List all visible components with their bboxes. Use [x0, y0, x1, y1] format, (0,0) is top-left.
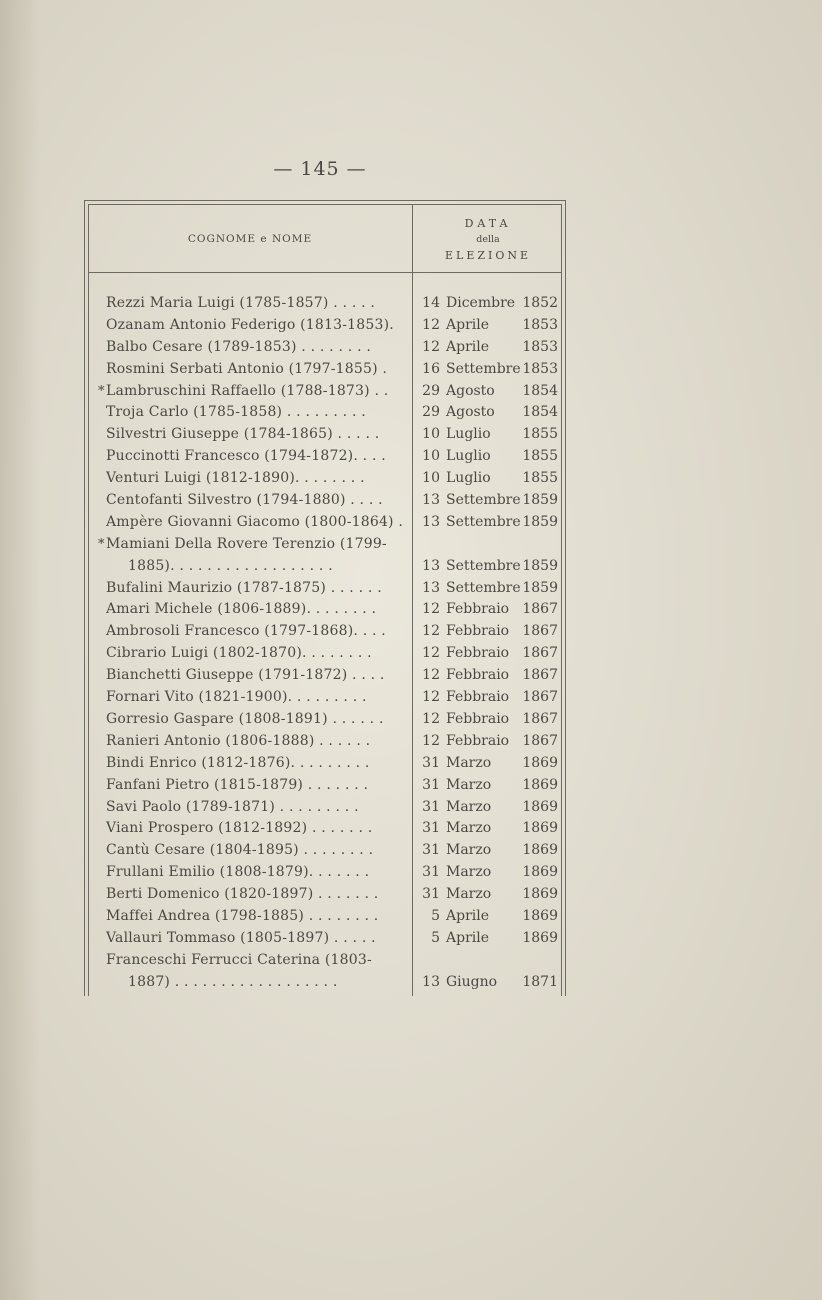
member-name	[106, 621, 404, 643]
member-name	[106, 818, 404, 840]
election-month: Luglio	[446, 426, 491, 443]
election-year: 1871	[522, 973, 558, 990]
leader-dots: . . . . .	[328, 295, 376, 311]
member-name	[106, 578, 404, 600]
member-name	[106, 753, 404, 775]
leader-dots: . . . . . .	[327, 710, 384, 727]
election-day: 10	[422, 470, 440, 487]
table-body	[84, 293, 566, 994]
election-month: Agosto	[446, 404, 495, 421]
election-month: Settembre	[446, 360, 521, 377]
header-name-column: COGNOME e NOME	[187, 233, 313, 245]
election-day: 31	[422, 886, 440, 903]
member-name-text: Balbo Cesare (1789-1853)	[106, 338, 297, 355]
table-row	[84, 599, 566, 621]
leader-dots: . . . . . . . .	[302, 645, 372, 662]
leader-dots: . . . . . . .	[313, 886, 379, 903]
member-name-text: Savi Paolo (1789-1871)	[106, 798, 276, 815]
table-row	[84, 381, 566, 403]
member-name	[106, 402, 404, 424]
member-name-text: Cibrario Luigi (1802-1870)	[106, 645, 303, 662]
election-month: Marzo	[446, 864, 492, 881]
table-top-border	[84, 200, 566, 201]
election-year: 1869	[522, 886, 558, 903]
header-date-line1: DATA	[464, 217, 512, 230]
election-day: 12	[422, 710, 440, 727]
leader-dots: . . . . . . . . .	[282, 404, 366, 421]
election-day: 10	[422, 426, 440, 443]
election-month: Febbraio	[446, 689, 510, 706]
member-name-text: Ampère Giovanni Giacomo (1800-1864)	[106, 513, 394, 530]
leader-dots: . . . . . . . . . . . . . . . . . .	[170, 557, 333, 574]
election-day: 31	[422, 754, 440, 771]
table-top-border-inner	[88, 204, 562, 205]
leader-dots: .	[393, 513, 404, 530]
election-month: Febbraio	[446, 710, 510, 727]
election-day: 31	[422, 820, 440, 837]
table-row	[84, 424, 566, 446]
election-day: 12	[422, 689, 440, 706]
leader-dots: . . . . . .	[314, 732, 371, 749]
election-year: 1867	[522, 667, 558, 684]
table-row	[84, 402, 566, 424]
member-name-text: Cantù Cesare (1804-1895)	[106, 842, 299, 859]
election-day: 13	[422, 513, 440, 530]
table-row	[84, 840, 566, 862]
leader-dots: .	[377, 360, 388, 377]
member-name	[106, 512, 404, 534]
member-name-text: Silvestri Giuseppe (1784-1865)	[106, 426, 333, 443]
header-date-line3: ELEZIONE	[444, 249, 532, 262]
table-row	[84, 818, 566, 840]
election-day: 29	[422, 404, 440, 421]
election-month: Aprile	[446, 907, 490, 924]
election-day: 31	[422, 798, 440, 815]
member-name	[106, 928, 404, 950]
election-year: 1855	[522, 426, 558, 443]
election-year: 1855	[522, 448, 558, 465]
election-year: 1867	[522, 601, 558, 618]
election-month: Febbraio	[446, 645, 510, 662]
election-month: Settembre	[446, 513, 521, 530]
member-name-text: Maffei Andrea (1798-1885)	[106, 907, 305, 924]
member-name-text: Rosmini Serbati Antonio (1797-1855)	[106, 360, 378, 377]
election-year: 1867	[522, 732, 558, 749]
leader-dots: . . . . . . . . .	[275, 798, 359, 815]
member-name	[106, 490, 404, 512]
member-name	[106, 293, 404, 315]
election-year: 1867	[522, 645, 558, 662]
leader-dots: . . . . . . . .	[294, 470, 365, 487]
member-name-text: Berti Domenico (1820-1897)	[106, 886, 314, 903]
table-row	[84, 884, 566, 906]
table-row	[84, 468, 566, 490]
member-name-text: Bianchetti Giuseppe (1791-1872)	[106, 667, 348, 684]
election-day: 13	[422, 973, 440, 990]
table-row	[84, 578, 566, 600]
election-month: Aprile	[446, 338, 490, 355]
table-row	[84, 315, 566, 337]
election-month: Marzo	[446, 842, 492, 859]
election-month: Marzo	[446, 820, 492, 837]
election-day: 31	[422, 842, 440, 859]
member-name	[106, 840, 404, 862]
election-day: 13	[422, 492, 440, 509]
election-day: 5	[431, 929, 440, 946]
table-row	[84, 928, 566, 950]
leader-dots: . . . . . . . .	[298, 842, 374, 859]
election-year: 1859	[522, 492, 558, 509]
election-month: Febbraio	[446, 601, 510, 618]
member-name-text: Viani Prospero (1812-1892)	[106, 820, 308, 837]
member-name	[106, 709, 404, 731]
table-row	[84, 709, 566, 731]
election-year: 1859	[522, 557, 558, 574]
table-row	[84, 621, 566, 643]
table-row	[84, 534, 566, 578]
leader-dots: . . . . . . . .	[296, 338, 372, 355]
member-name	[106, 884, 404, 906]
election-year: 1869	[522, 842, 558, 859]
election-month: Settembre	[446, 492, 521, 509]
election-month: Marzo	[446, 886, 492, 903]
header-date-column	[414, 216, 562, 264]
member-name	[106, 359, 404, 381]
election-year: 1867	[522, 710, 558, 727]
election-year: 1852	[522, 295, 558, 311]
member-name	[106, 468, 404, 490]
member-name-continuation-text: 1885)	[128, 557, 171, 574]
member-name-text: Frullani Emilio (1808-1879)	[106, 864, 309, 881]
member-name	[106, 534, 404, 578]
election-table	[84, 200, 566, 996]
leader-dots: . . . . . . . .	[304, 907, 379, 924]
member-name-continuation	[106, 556, 404, 578]
leader-dots: . . . . . .	[326, 579, 382, 596]
page-edge-shadow	[0, 0, 40, 1300]
election-month: Settembre	[446, 557, 521, 574]
member-name	[106, 337, 404, 359]
header-rule	[88, 272, 562, 273]
election-year: 1853	[522, 360, 558, 377]
election-day: 5	[431, 907, 440, 924]
election-year: 1869	[522, 776, 558, 793]
election-day: 13	[422, 557, 440, 574]
leader-dots: . . . . . . . . .	[287, 689, 367, 706]
election-day: 12	[422, 338, 440, 355]
election-month: Febbraio	[446, 732, 510, 749]
election-day: 16	[422, 360, 440, 377]
member-name	[106, 731, 404, 753]
election-month: Febbraio	[446, 623, 510, 640]
leader-dots: . . . . . . .	[303, 776, 369, 793]
leader-dots: . . . . . . . .	[306, 601, 377, 618]
election-year: 1869	[522, 907, 558, 924]
election-day: 12	[422, 732, 440, 749]
table-row	[84, 687, 566, 709]
member-name	[106, 862, 404, 884]
leader-dots: . . . . .	[329, 929, 376, 946]
table-row	[84, 862, 566, 884]
member-name	[106, 315, 404, 337]
member-name	[106, 446, 404, 468]
election-month: Aprile	[446, 929, 490, 946]
table-row	[84, 359, 566, 381]
table-row	[84, 906, 566, 928]
page-number: — 145 —	[273, 158, 367, 180]
member-name-text: Gorresio Gaspare (1808-1891)	[106, 710, 328, 727]
leader-dots: . .	[369, 382, 389, 399]
table-row	[84, 753, 566, 775]
member-name-text: Fornari Vito (1821-1900)	[106, 689, 288, 706]
member-name	[106, 424, 404, 446]
election-day: 13	[422, 579, 440, 596]
election-year: 1869	[522, 864, 558, 881]
election-year: 1854	[522, 404, 558, 421]
leader-dots: . . . . . . .	[308, 864, 370, 881]
member-name	[106, 775, 404, 797]
election-year: 1854	[522, 382, 558, 399]
election-month: Marzo	[446, 798, 492, 815]
leader-dots: . . . .	[353, 623, 386, 640]
election-month: Giugno	[446, 973, 498, 990]
election-month: Luglio	[446, 448, 491, 465]
election-month: Settembre	[446, 579, 521, 596]
asterisk-mark: *	[98, 536, 105, 552]
election-year: 1869	[522, 820, 558, 837]
member-name-text: Ranieri Antonio (1806-1888)	[106, 732, 315, 749]
table-row	[84, 446, 566, 468]
table-row	[84, 775, 566, 797]
member-name-text: Bindi Enrico (1812-1876)	[106, 754, 291, 771]
election-year: 1859	[522, 579, 558, 596]
member-name-text: Venturi Luigi (1812-1890)	[106, 470, 295, 487]
leader-dots: . . . .	[347, 667, 385, 684]
table-row	[84, 797, 566, 819]
member-name-text: Ambrosoli Francesco (1797-1868)	[106, 623, 354, 640]
election-year: 1869	[522, 929, 558, 946]
header-date-line2: della	[476, 234, 500, 245]
table-row	[84, 665, 566, 687]
election-month: Aprile	[446, 316, 490, 333]
election-month: Marzo	[446, 754, 492, 771]
election-year: 1869	[522, 754, 558, 771]
member-name	[106, 665, 404, 687]
table-row	[84, 512, 566, 534]
member-name-text: Lambruschini Raffaello (1788-1873)	[106, 382, 370, 399]
table-row	[84, 337, 566, 359]
member-name-text: Rezzi Maria Luigi (1785-1857)	[106, 295, 329, 311]
member-name-text: Amari Michele (1806-1889)	[106, 601, 307, 618]
election-month: Febbraio	[446, 667, 510, 684]
member-name-continuation-text: 1887)	[128, 973, 171, 990]
election-year: 1867	[522, 623, 558, 640]
leader-dots: . . . . . . . . . . . . . . . . . .	[170, 973, 338, 990]
member-name-text: Puccinotti Francesco (1794-1872)	[106, 448, 354, 465]
member-name	[106, 797, 404, 819]
leader-dots: . . . .	[345, 492, 383, 509]
member-name-text: Mamiani Della Rovere Terenzio (1799-	[106, 535, 387, 552]
table-row	[84, 490, 566, 512]
table-row	[84, 293, 566, 315]
election-day: 12	[422, 623, 440, 640]
member-name	[106, 643, 404, 665]
election-day: 29	[422, 382, 440, 399]
election-day: 14	[422, 295, 440, 311]
member-name	[106, 950, 404, 994]
election-month: Dicembre	[446, 295, 516, 311]
member-name-text: Fanfani Pietro (1815-1879)	[106, 776, 304, 793]
member-name-text: Troja Carlo (1785-1858)	[106, 404, 283, 421]
member-name-text: Centofanti Silvestro (1794-1880)	[106, 492, 346, 509]
election-year: 1853	[522, 316, 558, 333]
table-row	[84, 950, 566, 994]
member-name	[106, 381, 404, 403]
election-year: 1853	[522, 338, 558, 355]
asterisk-mark: *	[98, 383, 105, 399]
leader-dots: . . . .	[353, 448, 386, 465]
table-row	[84, 643, 566, 665]
member-name-continuation	[106, 972, 404, 994]
member-name	[106, 599, 404, 621]
election-day: 31	[422, 776, 440, 793]
election-day: 12	[422, 667, 440, 684]
leader-dots: . . . . . . .	[307, 820, 373, 837]
leader-dots: . . . . .	[332, 426, 380, 443]
election-month: Marzo	[446, 776, 492, 793]
election-day: 12	[422, 645, 440, 662]
election-day: 31	[422, 864, 440, 881]
member-name-text: Ozanam Antonio Federigo (1813-1853).	[106, 316, 394, 333]
member-name	[106, 687, 404, 709]
member-name-text: Franceschi Ferrucci Caterina (1803-	[106, 951, 372, 968]
table-row	[84, 731, 566, 753]
election-year: 1855	[522, 470, 558, 487]
election-month: Agosto	[446, 382, 495, 399]
member-name-text: Bufalini Maurizio (1787-1875)	[106, 579, 327, 596]
election-year: 1869	[522, 798, 558, 815]
election-day: 10	[422, 448, 440, 465]
election-day: 12	[422, 601, 440, 618]
election-day: 12	[422, 316, 440, 333]
election-year: 1859	[522, 513, 558, 530]
member-name	[106, 906, 404, 928]
election-year: 1867	[522, 689, 558, 706]
election-month: Luglio	[446, 470, 491, 487]
member-name-text: Vallauri Tommaso (1805-1897)	[106, 929, 330, 946]
leader-dots: . . . . . . . . .	[290, 754, 370, 771]
